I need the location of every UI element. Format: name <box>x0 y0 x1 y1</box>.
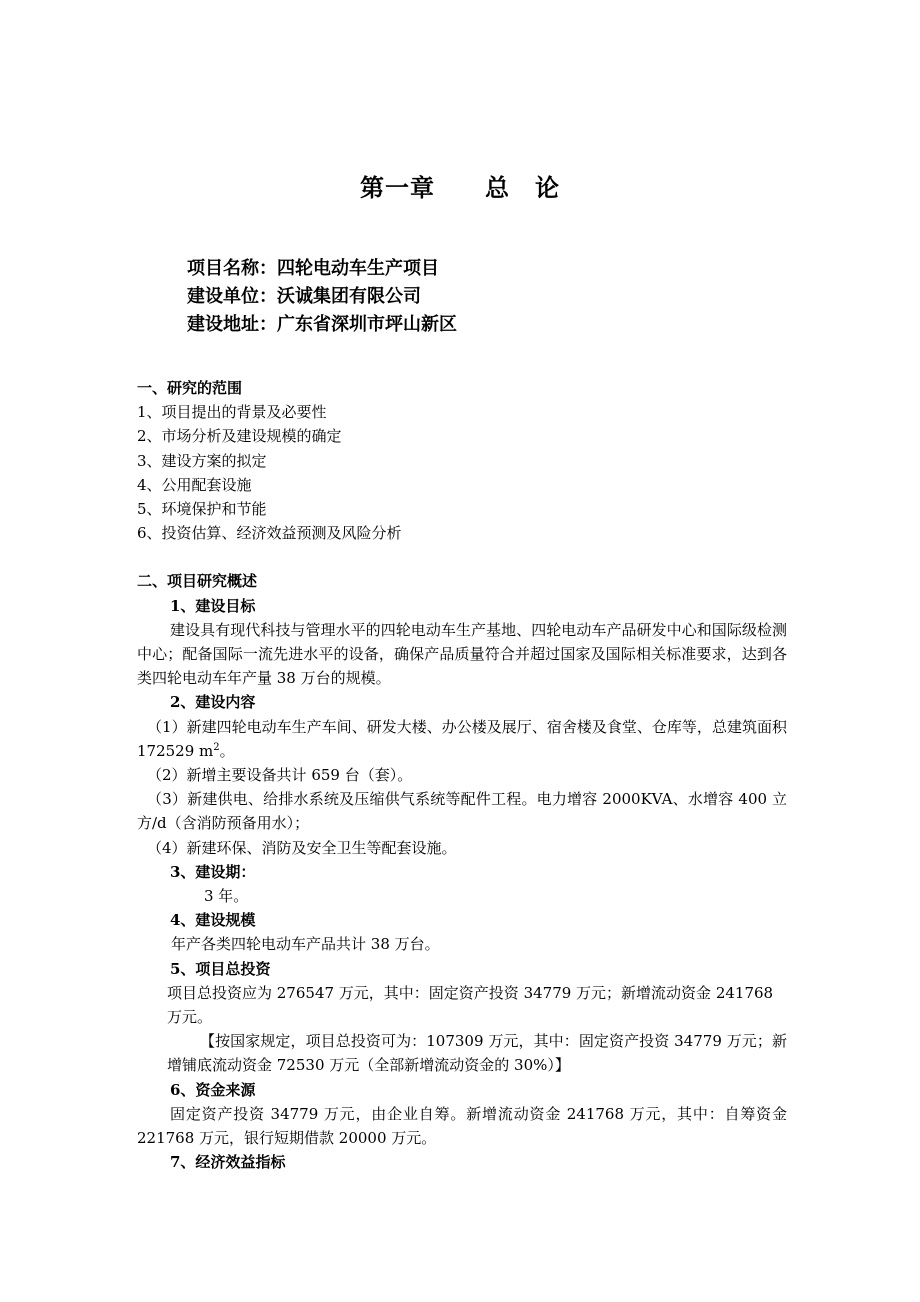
project-name-value: 四轮电动车生产项目 <box>277 258 439 279</box>
subheading-economic: 7、经济效益指标 <box>170 1153 286 1172</box>
project-name-label: 项目名称： <box>187 258 277 279</box>
investment-note: 【按国家规定，项目总投资可为：107309 万元，其中：固定资产投资 34779 万元；新增铺底流动资金 72530 万元（全部新增流动资金的 30%）】 <box>167 1032 787 1075</box>
content-item-2: （2）新增主要设备共计 659 台（套）。 <box>147 766 413 785</box>
section-heading-overview: 二、项目研究概述 <box>137 572 258 591</box>
subheading-investment: 5、项目总投资 <box>170 959 271 978</box>
subheading-funds: 6、资金来源 <box>170 1080 256 1099</box>
scope-item: 1、项目提出的背景及必要性 <box>137 403 327 422</box>
funds-paragraph: 固定资产投资 34779 万元，由企业自筹。新增流动资金 241768 万元，其中：自筹资金 221768 万元，银行短期借款 20000 万元。 <box>137 1104 787 1148</box>
content-item-1-text: （1）新建四轮电动车生产车间、研发大楼、办公楼及展厅、宿舍楼及食堂、仓库等，总建筑面积 172529 m <box>137 717 787 760</box>
scope-item: 6、投资估算、经济效益预测及风险分析 <box>137 524 402 543</box>
construction-unit-value: 沃诚集团有限公司 <box>277 286 421 307</box>
construction-address-value: 广东省深圳市坪山新区 <box>277 314 457 335</box>
construction-unit-row <box>187 283 457 311</box>
subheading-goal: 1、建设目标 <box>170 596 256 615</box>
scale-value: 年产各类四轮电动车产品共计 38 万台。 <box>171 935 440 954</box>
subheading-period: 3、建设期： <box>170 862 256 881</box>
scope-item: 5、环境保护和节能 <box>137 500 267 519</box>
construction-address-row <box>187 311 457 339</box>
scope-item: 4、公用配套设施 <box>137 475 252 494</box>
section-heading-scope: 一、研究的范围 <box>137 379 243 397</box>
content-item-1-sup: 2 <box>213 741 220 753</box>
project-name-row <box>187 255 457 283</box>
document-body <box>137 376 787 1175</box>
section-spacer <box>137 545 787 569</box>
construction-address-label: 建设地址： <box>187 314 277 335</box>
content-item-4: （4）新建环保、消防及安全卫生等配套设施。 <box>147 838 457 857</box>
content-item-1 <box>137 715 787 763</box>
goal-paragraph: 建设具有现代科技与管理水平的四轮电动车生产基地、四轮电动车产品研发中心和国际级检测中心；配备国际一流先进水平的设备，确保产品质量符合并超过国家及国际相关标准要求，达到各类四轮电动车年产量 38 万台的规模。 <box>137 620 787 688</box>
investment-paragraph: 项目总投资应为 276547 万元，其中：固定资产投资 34779 万元；新增流动资金 241768 万元。 <box>167 983 774 1027</box>
content-item-1-end: 。 <box>219 741 235 760</box>
period-value: 3 年。 <box>204 887 249 906</box>
scope-item: 2、市场分析及建设规模的确定 <box>137 427 342 446</box>
project-info <box>187 255 457 339</box>
content-item-3: （3）新建供电、给排水系统及压缩供气系统等配件工程。电力增容 2000KVA、水增容 400 立方/d（含消防预备用水）； <box>137 790 787 833</box>
construction-unit-label: 建设单位： <box>187 286 277 307</box>
scope-item: 3、建设方案的拟定 <box>137 451 267 470</box>
subheading-scale: 4、建设规模 <box>170 911 256 930</box>
chapter-title: 第一章 总 论 <box>360 173 560 202</box>
subheading-content: 2、建设内容 <box>170 693 256 712</box>
